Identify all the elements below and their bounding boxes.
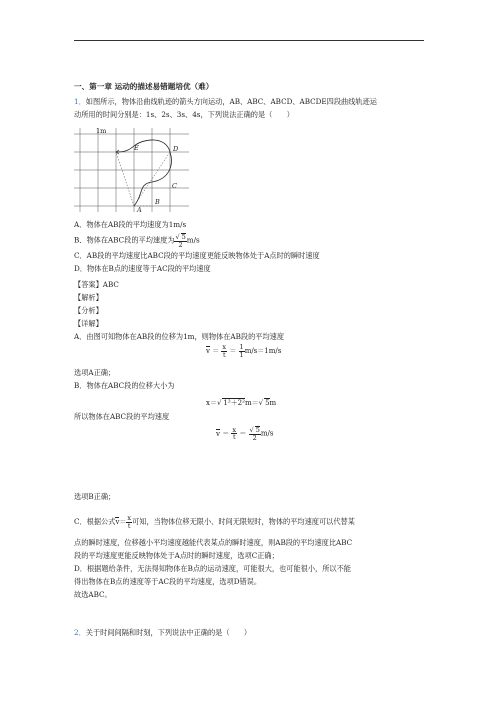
- eq1-v: v: [206, 347, 210, 355]
- point-label-C: C: [172, 182, 177, 190]
- eq2-root: 1²＋2²: [223, 399, 245, 407]
- header-rule: [74, 40, 424, 41]
- answer: 【答案】ABC: [74, 280, 119, 289]
- question-stem: 如图所示，物体沿曲线轨迹的箭头方向运动，AB、ABC、ABCD、ABCDE四段曲线轨迹运: [85, 97, 377, 106]
- b-correct: 选项B正确；: [74, 492, 116, 501]
- eq1-den: 1: [239, 350, 244, 359]
- trajectory-curve: [116, 140, 171, 206]
- point-label-D: D: [173, 145, 179, 153]
- eq3-unit: m/s: [260, 429, 274, 438]
- exp-c-post: 可知，当物体位移无限小、时间无限短时，物体的平均速度可以代替某: [132, 517, 355, 526]
- eq3-den: 2: [252, 433, 257, 442]
- breakdown-heading: 【分析】: [74, 306, 103, 315]
- option-b: [74, 233, 200, 248]
- explanation-b: B．物体在ABC段的位移大小为: [74, 381, 175, 390]
- eq2-unit: m: [269, 399, 277, 407]
- option-b-numerator: 5: [181, 233, 186, 241]
- equation-2: x＝√ 1²＋2²m＝√ 5m: [206, 399, 277, 407]
- explanation-c-line2: 点的瞬时速度，位移越小平均速度越能代表某点的瞬时速度，则AB段的平均速度比ABC: [74, 538, 353, 547]
- equation-3: v ＝ $\frac{x}{t}$ ＝ $\frac{√ 5}{2}$ m/s: [216, 425, 274, 442]
- grid: [74, 128, 189, 212]
- exp-c-x: x: [127, 514, 132, 522]
- explanation-b2: 所以物体在ABC段的平均速度: [74, 412, 170, 421]
- question-2-stem: 关于时间间隔和时刻，下列说法中正确的是（ ）: [85, 628, 252, 637]
- eq1-num: 1: [239, 343, 244, 351]
- conclusion: 故选ABC。: [74, 590, 112, 599]
- detail-heading: 【详解】: [74, 319, 103, 328]
- exp-c-v: v: [115, 518, 120, 526]
- point-label-B: B: [155, 198, 160, 206]
- eq2-lhs: x＝: [206, 399, 217, 407]
- eq3-t: t: [232, 433, 236, 441]
- equation-1: v ＝ $\frac{x}{t}$ ＝ $\frac{1}{1}$ m/s＝1m/s: [206, 343, 282, 359]
- eq1-x: x: [222, 343, 227, 351]
- eq3-x: x: [232, 425, 237, 434]
- option-a: A．物体在AB段的平均速度为1m/s: [74, 220, 187, 229]
- option-c: C．AB段的平均速度比ABC段的平均速度更能反映物体处于A点时的瞬时速度: [74, 251, 320, 260]
- section-title: 一、第一章 运动的描述易错题培优（难）: [74, 82, 214, 91]
- analysis-heading: 【解析】: [74, 293, 103, 302]
- eq2-mid: m＝: [244, 399, 259, 407]
- option-b-unit: m/s: [186, 235, 200, 245]
- explanation-c-line1: C．根据公式v＝ $\frac{x}{t}$ 可知，当物体位移无限小、时间无限短时，物体的平均速度可以代替某: [74, 514, 355, 530]
- eq2-root2: 5: [265, 399, 270, 407]
- question-number: 1．: [74, 97, 86, 106]
- option-b-denominator: 2: [178, 240, 183, 249]
- option-b-fraction: $\frac{√ 5}{2}$: [175, 233, 186, 249]
- exp-c-t: t: [127, 521, 131, 530]
- option-b-text: B．物体在ABC段的平均速度为: [74, 235, 175, 245]
- option-d: D．物体在B点的速度等于AC段的平均速度: [74, 264, 211, 273]
- point-label-A: A: [137, 206, 142, 214]
- point-label-E: E: [134, 144, 139, 152]
- displacement-lines: [116, 152, 170, 206]
- question-1-line1: [74, 97, 377, 106]
- eq1-rest: m/s＝1m/s: [244, 347, 282, 355]
- eq3-v: v: [216, 429, 220, 438]
- question-2-number: 2．: [74, 628, 86, 637]
- a-correct: 选项A正确；: [74, 368, 116, 377]
- explanation-a: A．由图可知物体在AB段的位移为1m，则物体在AB段的平均速度: [74, 332, 285, 341]
- eq3-num: 5: [255, 426, 260, 434]
- grid-scale-label: 1m: [96, 127, 107, 135]
- explanation-d-line1: D．根据题给条件，无法得知物体在B点的运动速度，可能很大，也可能很小，所以不能: [74, 564, 351, 573]
- eq1-t: t: [222, 350, 226, 359]
- question-1-line2: 动所用的时间分别是：1s、2s、3s、4s，下列说法正确的是（ ）: [74, 110, 294, 119]
- explanation-c-line3: 段的平均速度更能反映物体处于A点时的瞬时速度，选项C正确；: [74, 551, 279, 560]
- exp-c-pre: C．根据公式: [74, 517, 116, 526]
- explanation-d-line2: 得出物体在B点的速度等于AC段的平均速度，选项D错误。: [74, 577, 262, 586]
- trajectory-figure: [74, 124, 194, 214]
- question-2: [74, 628, 251, 637]
